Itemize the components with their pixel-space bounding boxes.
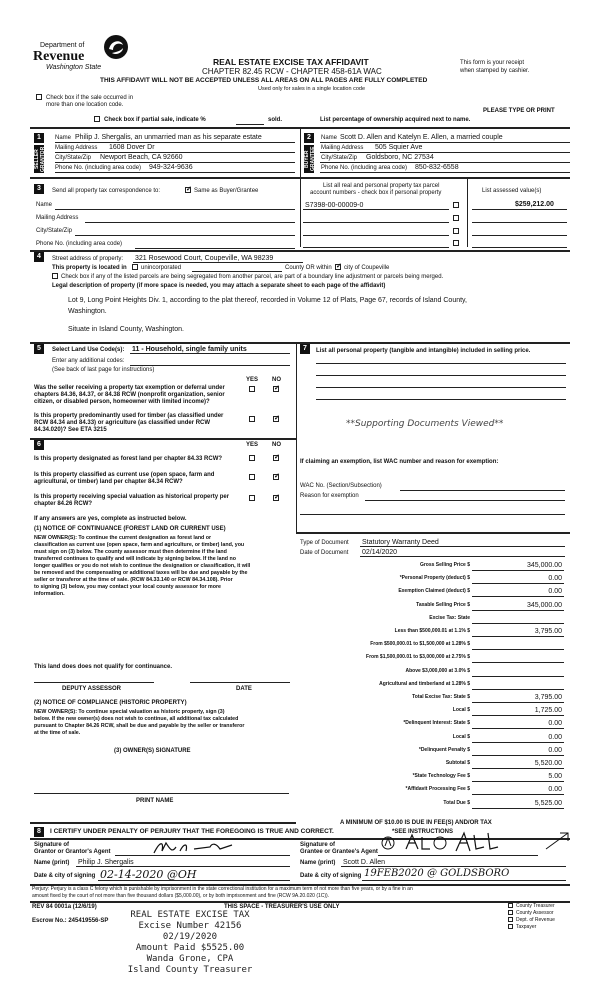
- copy-label: County Treasurer: [516, 903, 555, 909]
- buyer-phone[interactable]: 850-832-6558: [415, 164, 459, 171]
- grantor-name[interactable]: Philip J. Shergalis: [78, 859, 134, 866]
- street-label: Street address of property:: [52, 256, 124, 262]
- corr-phone-label: Phone No. (including area code): [36, 241, 123, 247]
- additional-codes-label: Enter any additional codes:: [52, 358, 125, 364]
- copy-checkbox[interactable]: [508, 910, 513, 915]
- s6-q2-yes-checkbox[interactable]: [249, 474, 255, 480]
- grantee-sig-label-1: Signature of: [300, 842, 336, 848]
- tax-row-line: [472, 636, 564, 637]
- seller-name-label: Name: [55, 135, 72, 141]
- notice-1-line: NEW OWNER(S): To continue the current designation as forest land or: [34, 535, 212, 541]
- section-5-number: 5: [34, 344, 44, 354]
- corr-name-label: Name: [36, 202, 53, 208]
- dept-line: Department of: [40, 42, 85, 49]
- stamp-line: Amount Paid $5525.00: [135, 943, 245, 953]
- corr-city-label: City/State/Zip: [36, 228, 73, 234]
- tax-row-value[interactable]: 0.00: [548, 575, 562, 583]
- located-in-label: This property is located in: [52, 265, 127, 271]
- s6-q2-no-checkbox[interactable]: ✓: [274, 473, 280, 480]
- same-as-buyer-label: Same as Buyer/Grantee: [194, 188, 259, 194]
- copy-checkbox[interactable]: [508, 917, 513, 922]
- notice-1-line: classification as current use (open space, farm and agriculture, or timber) land, you: [34, 542, 245, 548]
- personal-property-label: List all personal property (tangible and intangible) included in selling price.: [316, 348, 531, 354]
- buyer-name-label: Name: [321, 135, 338, 141]
- situate-line[interactable]: Situate in Island County, Washington.: [68, 326, 184, 333]
- tax-row-value[interactable]: 0.00: [548, 588, 562, 596]
- tax-row-line: [472, 689, 564, 690]
- single-location-note: Used only for sales in a single location code: [258, 86, 366, 92]
- s6-q2-line-2: agricultural, or timber) land per chapter 84.34 RCW?: [34, 479, 183, 485]
- continuance-qualify-line: This land does does not qualify for continuance.: [34, 664, 173, 670]
- tax-row-line: [472, 728, 564, 729]
- corr-address-label: Mailing Address: [36, 215, 79, 221]
- county-or-label: County OR within: [285, 265, 332, 271]
- notice-1-title: (1) NOTICE OF CONTINUANCE (FOREST LAND OR CURRENT USE): [34, 526, 226, 532]
- tax-row-label: From $500,000.01 to $1,500,000 at 1.28% $: [370, 641, 470, 648]
- notice-1-line: seller or transferor at the time of sale. (RCW 84.33.140 or RCW 84.34.108). Prior: [34, 577, 233, 583]
- grantee-name[interactable]: Scott D. Allen: [343, 859, 386, 866]
- buyer-name[interactable]: Scott D. Allen and Katelyn E. Allen, a married couple: [340, 134, 503, 141]
- tax-row-value[interactable]: 3,795.00: [534, 628, 562, 635]
- treasurer-stamp: [100, 910, 280, 976]
- tax-row-line: [472, 702, 564, 703]
- copy-label: Dept. of Revenue: [516, 917, 555, 923]
- notice-1-line: to signing (3) below, you may contact your local county assessor for more: [34, 584, 221, 590]
- partial-sale-checkbox[interactable]: [94, 116, 100, 122]
- notice-1-line: longer qualifies or you do not wish to continue the designation or classification, it will: [34, 563, 251, 569]
- personal-property-checkbox[interactable]: [453, 228, 459, 234]
- buyer-city[interactable]: Goldsboro, NC 27534: [366, 154, 434, 161]
- buyer-phone-label: Phone No. (including area code): [321, 165, 408, 171]
- q2-no-checkbox[interactable]: ✓: [274, 415, 280, 422]
- tax-row-line: [472, 570, 564, 571]
- multi-location-checkbox[interactable]: [36, 94, 42, 100]
- tax-row-line: [472, 623, 564, 624]
- multi-location-label-2: more than one location code.: [46, 102, 124, 108]
- land-use-label: Select Land Use Code(s):: [52, 347, 125, 353]
- grantee-signature[interactable]: [378, 829, 578, 855]
- tax-row-value[interactable]: 0.00: [548, 720, 562, 728]
- s6-q3-line-2: chapter 84.26 RCW?: [34, 501, 93, 507]
- tax-row-value[interactable]: 0.00: [548, 746, 562, 754]
- tax-row-value[interactable]: 0.00: [548, 733, 562, 741]
- tax-row-label: From $1,500,000.01 to $3,000,000 at 2.75% $: [366, 654, 470, 661]
- s6-q1-no-checkbox[interactable]: ✓: [274, 454, 280, 461]
- rev-number: REV 84 0001a (12/6/19): [32, 904, 97, 910]
- tax-row-value[interactable]: 5,525.00: [534, 799, 562, 807]
- state-name: Washington State: [46, 64, 102, 71]
- s6-q1-yes-checkbox[interactable]: [249, 455, 255, 461]
- s6-q3-yes-checkbox[interactable]: [249, 495, 255, 501]
- tax-row-value[interactable]: 3,795.00: [534, 694, 562, 701]
- tax-row-label: *Delinquent Interest: State $: [403, 720, 470, 727]
- tax-row-value[interactable]: 5,520.00: [534, 760, 562, 767]
- print-name-label: PRINT NAME: [136, 798, 174, 804]
- tax-row-label: Subtotal $: [445, 760, 470, 766]
- segregated-checkbox[interactable]: [52, 273, 58, 279]
- land-use-code[interactable]: 11 - Household, single family units: [132, 346, 247, 353]
- assessed-header: List assessed value(s): [482, 188, 542, 194]
- seller-side-label: SELLER GRANTOR: [34, 146, 46, 172]
- seller-address[interactable]: 1608 Dover Dr: [109, 144, 155, 151]
- tax-row-value[interactable]: 1,725.00: [534, 707, 562, 715]
- tax-row-line: [472, 583, 564, 584]
- reason-label: Reason for exemption: [300, 493, 359, 499]
- grantee-sig-label-2: Grantee or Grantee's Agent: [300, 849, 378, 855]
- tax-row-label: Gross Selling Price $: [419, 562, 470, 568]
- copy-item: [508, 910, 554, 916]
- s6-q1: Is this property designated as forest land per chapter 84.33 RCW?: [34, 456, 223, 462]
- see-instructions-note: *SEE INSTRUCTIONS: [392, 829, 454, 835]
- buyer-city-label: City/State/Zip: [321, 155, 358, 161]
- notice-1-line: be removed and the compensating or additional taxes will be due and payable by the: [34, 570, 248, 576]
- copy-label: Taxpayer: [516, 924, 537, 930]
- unincorporated-checkbox[interactable]: [132, 264, 138, 270]
- receipt-note-2: when stamped by cashier.: [460, 68, 530, 74]
- correspondence-label: Send all property tax correspondence to:: [52, 188, 161, 194]
- copy-checkbox[interactable]: [508, 903, 513, 908]
- notice-2-line: below. If the new owner(s) does not wish to continue, all additional tax calculated: [34, 716, 239, 722]
- buyer-side-label: BUYER GRANTEE: [304, 146, 316, 172]
- grantor-date-label: Date & city of signing: [34, 873, 96, 879]
- tax-row-label: Total Due $: [443, 799, 470, 806]
- unincorporated-label: unincorporated: [141, 265, 182, 271]
- city-of-label: city of Coupeville: [344, 265, 390, 271]
- copy-item: [508, 903, 555, 909]
- tax-row-label: *Personal Property (deduct) $: [399, 575, 470, 582]
- doc-type-label: Type of Document: [300, 540, 349, 546]
- legal-desc-line-2[interactable]: Washington.: [68, 308, 107, 315]
- minimum-fee-note: A MINIMUM OF $10.00 IS DUE IN FEE(S) AND/OR TAX: [340, 820, 492, 826]
- q1-no-checkbox[interactable]: ✓: [274, 385, 280, 392]
- same-as-buyer-checkbox[interactable]: ✓: [186, 186, 192, 193]
- notice-2-line: at the time of sale.: [34, 730, 81, 736]
- notice-2-line: NEW OWNER(S): To continue special valuation as historic property, sign (3): [34, 709, 225, 715]
- seller-city[interactable]: Newport Beach, CA 92660: [100, 154, 183, 161]
- deputy-date-label: DATE: [236, 686, 252, 692]
- tax-row-label: Total Excise Tax: State $: [412, 694, 470, 700]
- seller-city-label: City/State/Zip: [55, 155, 92, 161]
- q2-line-1: Is this property predominantly used for timber (as classified under: [34, 413, 224, 419]
- q1-line-2: chapters 84.36, 84.37, or 84.38 RCW (nonprofit organization, senior: [34, 392, 225, 398]
- tax-row-line: [472, 768, 564, 769]
- partial-sale-label: Check box if partial sale, indicate %: [104, 117, 206, 123]
- s6-q2-line-1: Is this property classified as current use (open space, farm and: [34, 472, 215, 478]
- treasurer-use-label: THIS SPACE - TREASURER'S USE ONLY: [224, 904, 340, 910]
- parcel-header-1: List all real and personal property tax parcel: [323, 183, 440, 189]
- tax-row-label: Less than $500,000.01 at 1.1% $: [394, 628, 470, 634]
- grantor-name-label: Name (print): [34, 860, 70, 866]
- tax-row-line: [472, 742, 564, 743]
- seller-phone-label: Phone No. (including area code): [55, 165, 142, 171]
- doc-type[interactable]: Statutory Warranty Deed: [362, 539, 439, 546]
- grantor-sig-label-1: Signature of: [34, 842, 70, 848]
- tax-row-value[interactable]: 345,000.00: [526, 562, 562, 569]
- perjury-line-1: Perjury: Perjury is a class C felony which is punishable by imprisonment in the state correctional institution for a maximum term of not more than five years, or by a fine in an: [32, 886, 413, 892]
- street-address[interactable]: 321 Rosewood Court, Coupeville, WA 98239: [135, 255, 274, 262]
- if-yes-note: If any answers are yes, complete as instructed below.: [34, 516, 187, 522]
- seller-phone[interactable]: 949-324-9636: [149, 164, 193, 171]
- see-back-label: (See back of last page for instructions): [52, 367, 155, 373]
- parcel-header-2: account numbers - check box if personal property: [310, 190, 442, 196]
- tax-row-label: Exemption Claimed (deduct) $: [398, 588, 470, 595]
- yes-header: YES: [246, 377, 259, 383]
- city-checkbox[interactable]: ✓: [336, 263, 342, 270]
- tax-row-value[interactable]: 345,000.00: [526, 601, 562, 609]
- section-8-number: 8: [34, 827, 44, 837]
- seller-address-label: Mailing Address: [55, 145, 98, 151]
- tax-row-line: [472, 808, 564, 809]
- form-subtitle: CHAPTER 82.45 RCW - CHAPTER 458-61A WAC: [202, 67, 382, 76]
- legal-desc-line-1[interactable]: Lot 9, Long Point Heights Div. 1, according to the plat thereof, recorded in Volume 12 of Plats, Page 67, records of Island County,: [68, 297, 467, 304]
- tax-row-line: [472, 649, 564, 650]
- q2-yes-checkbox[interactable]: [249, 416, 255, 422]
- grantee-date-label: Date & city of signing: [300, 873, 362, 879]
- tax-row-label: Agricultural and timberland at 1.28% $: [379, 680, 470, 687]
- section-6-number: 6: [34, 440, 44, 450]
- s6-no-header: NO: [272, 442, 281, 448]
- supporting-documents-note: **Supporting Documents Viewed**: [346, 419, 504, 429]
- personal-property-checkbox[interactable]: [453, 215, 459, 221]
- tax-row-line: [472, 715, 564, 716]
- stamp-line: Wanda Grone, CPA: [146, 954, 234, 964]
- tax-row-label: Local $: [452, 707, 470, 714]
- grantor-sig-label-2: Grantor or Grantor's Agent: [34, 849, 111, 855]
- doc-date[interactable]: 02/14/2020: [362, 549, 398, 556]
- copy-item: [508, 917, 555, 923]
- notice-1-line: information.: [34, 591, 65, 597]
- multi-location-label-1: Check box if the sale occurred in: [46, 95, 134, 101]
- seller-name[interactable]: Philip J. Shergalis, an unmarried man as his separate estate: [75, 134, 262, 141]
- section-4-number: 4: [34, 252, 44, 262]
- s6-q3-line-1: Is this property receiving special valuation as historical property per: [34, 494, 230, 500]
- buyer-address[interactable]: 505 Squier Ave: [375, 144, 423, 151]
- notice-1-line: transferred continues to qualify and will indicate by signing below. If the land no: [34, 556, 236, 562]
- tax-row-value[interactable]: 5.00: [548, 773, 562, 781]
- form-title: REAL ESTATE EXCISE TAX AFFIDAVIT: [213, 57, 369, 67]
- personal-property-checkbox[interactable]: [453, 202, 459, 208]
- escrow-number: Escrow No.: 245419556-SP: [32, 918, 109, 924]
- owner-signature-label: (3) OWNER(S) SIGNATURE: [114, 748, 191, 754]
- s6-q3-no-checkbox[interactable]: ✓: [274, 494, 280, 501]
- parcel-number[interactable]: S7398-00-00009-0: [305, 202, 364, 209]
- ownership-note: List percentage of ownership acquired next to name.: [320, 117, 471, 123]
- notice-2-line: pursuant to Chapter 84.26 RCW, shall be due and payable by the seller or transferor: [34, 723, 245, 729]
- stamp-line: REAL ESTATE EXCISE TAX: [130, 910, 250, 920]
- tax-row-line: [472, 662, 564, 663]
- section-3-number: 3: [34, 184, 44, 194]
- grantee-date-city[interactable]: 19FEB2020 @ GOLDSBORO: [364, 868, 510, 879]
- agency-name: Revenue: [33, 49, 85, 64]
- s6-yes-header: YES: [246, 442, 259, 448]
- copy-item: [508, 924, 536, 930]
- notice-1-body: [34, 535, 289, 598]
- segregated-label: Check box if any of the listed parcels are being segregated from another parcel, are part of a boundary line adjustment or parcels being merged.: [61, 274, 444, 280]
- tax-row-label: Excise Tax: State: [429, 614, 470, 621]
- perjury-line-2: amount fixed by the court of not more than five thousand dollars ($5,000.00), or by both imprisonment and fine (RCW 9A.20.020 (1C)).: [32, 893, 330, 899]
- notice-2-body: [34, 709, 289, 737]
- type-or-print: PLEASE TYPE OR PRINT: [483, 108, 555, 114]
- q2-line-3: 84.34.020)? See ETA 3215: [34, 427, 107, 433]
- tax-row-line: [472, 794, 564, 795]
- tax-row-label: *Delinquent Penalty $: [418, 746, 470, 753]
- exemption-label: If claiming an exemption, list WAC number and reason for exemption:: [300, 459, 499, 465]
- notice-2-title: (2) NOTICE OF COMPLIANCE (HISTORIC PROPERTY): [34, 700, 187, 706]
- tax-row-line: [472, 610, 564, 611]
- stamp-line: Island County Treasurer: [127, 965, 253, 975]
- notice-1-line: must sign on (3) below. The county assessor must then determine if the land: [34, 549, 227, 555]
- tax-row-label: Above $3,000,000 at 3.0% $: [405, 667, 470, 674]
- q1-line-1: Was the seller receiving a property tax exemption or deferral under: [34, 385, 225, 391]
- sold-label: sold.: [268, 117, 283, 123]
- personal-property-checkbox[interactable]: [453, 240, 459, 246]
- tax-row-label: Local $: [452, 733, 470, 740]
- tax-row-value[interactable]: 0.00: [548, 786, 562, 794]
- stamp-line: 02/19/2020: [162, 932, 218, 942]
- receipt-note-1: This form is your receipt: [460, 60, 525, 66]
- tax-row-line: [472, 755, 564, 756]
- section-1-number: 1: [34, 133, 44, 143]
- warning-line: THIS AFFIDAVIT WILL NOT BE ACCEPTED UNLESS ALL AREAS ON ALL PAGES ARE FULLY COMPLETED: [100, 77, 428, 84]
- legal-desc-label: Legal description of property (if more space is needed, you may attach a separate sheet to each page of the affidavit): [52, 283, 386, 289]
- q2-line-2: RCW 84.34 and 84.33) or agriculture (as classified under RCW: [34, 420, 211, 426]
- section-7-number: 7: [300, 344, 310, 354]
- section-2-number: 2: [304, 133, 314, 143]
- buyer-address-label: Mailing Address: [321, 145, 364, 151]
- tax-row-label: Taxable Selling Price $: [416, 601, 470, 608]
- assessed-value[interactable]: $259,212.00: [515, 201, 554, 208]
- q1-line-3: citizen, or disabled person, homeowner with limited income)?: [34, 399, 210, 405]
- copy-checkbox[interactable]: [508, 924, 513, 929]
- grantee-name-label: Name (print): [300, 860, 336, 866]
- no-header: NO: [272, 377, 281, 383]
- tax-row-line: [472, 596, 564, 597]
- copy-label: County Assessor: [516, 910, 554, 916]
- tax-row-label: *State Technology Fee $: [412, 773, 470, 780]
- q1-yes-checkbox[interactable]: [249, 386, 255, 392]
- doc-date-label: Date of Document: [300, 550, 349, 556]
- wac-label: WAC No. (Section/Subsection): [300, 483, 382, 489]
- deputy-assessor-label: DEPUTY ASSESSOR: [62, 686, 122, 692]
- stamp-line: Excise Number 42156: [138, 921, 242, 931]
- dor-swirl-icon: [103, 34, 129, 60]
- tax-row-line: [472, 676, 564, 677]
- grantor-date-city[interactable]: 02-14-2020 @OH: [100, 868, 197, 881]
- certify-statement: I CERTIFY UNDER PENALTY OF PERJURY THAT THE FOREGOING IS TRUE AND CORRECT.: [50, 828, 334, 835]
- tax-row-line: [472, 781, 564, 782]
- tax-row-label: *Affidavit Processing Fee $: [405, 786, 470, 793]
